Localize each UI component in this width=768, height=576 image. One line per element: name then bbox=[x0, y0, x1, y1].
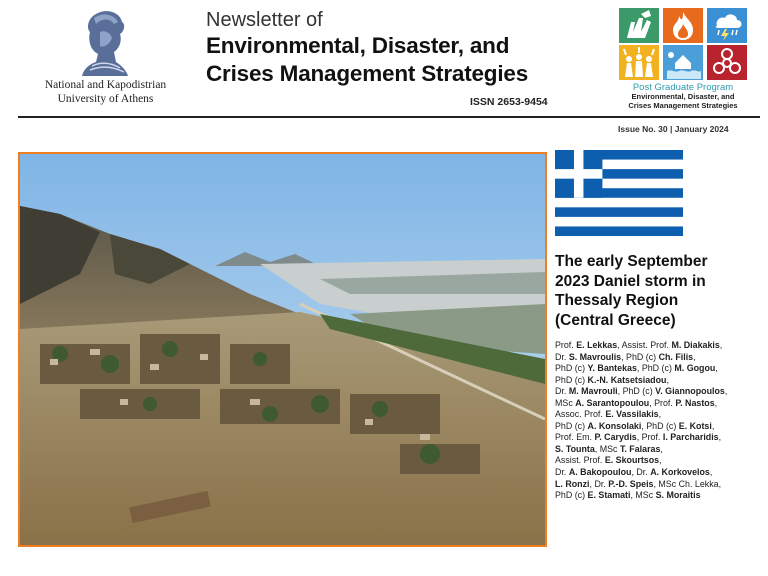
author-name: L. Ronzi bbox=[555, 478, 590, 489]
author-title: Dr. bbox=[555, 386, 569, 397]
author-title: , bbox=[715, 363, 718, 374]
author-title: , Prof. bbox=[636, 432, 663, 443]
author-name: T. Falaras bbox=[619, 443, 661, 454]
newsletter-prefix: Newsletter of bbox=[206, 9, 323, 31]
author-title: , bbox=[693, 351, 696, 362]
author-title: , bbox=[711, 420, 715, 431]
author-title: , PhD (c) bbox=[636, 363, 675, 374]
author-name: S. Mavroulis bbox=[568, 351, 622, 362]
author-title: Prof. Em. bbox=[555, 432, 595, 443]
author-name: A. Konsolaki bbox=[587, 420, 642, 431]
author-name: M. Mavrouli bbox=[568, 386, 618, 397]
author-line bbox=[555, 386, 765, 398]
university-name-line2: University of Athens bbox=[57, 93, 154, 105]
author-name: S. Moraitis bbox=[655, 490, 701, 501]
author-name: E. Kotsi bbox=[678, 420, 712, 431]
newsletter-title-line2: Crises Management Strategies bbox=[206, 61, 529, 86]
author-title: , PhD (c) bbox=[621, 351, 659, 362]
author-line bbox=[555, 455, 765, 467]
greek-flag-icon bbox=[555, 150, 683, 236]
author-line bbox=[555, 340, 765, 352]
program-subtitle-line1: Environmental, Disaster, and bbox=[631, 92, 735, 101]
program-logo bbox=[617, 8, 749, 110]
flood-house-icon bbox=[663, 45, 703, 80]
article-title-line: Thessaly Region bbox=[555, 292, 679, 309]
author-line bbox=[555, 409, 765, 421]
program-subtitle-line2: Crises Management Strategies bbox=[628, 100, 738, 110]
article-title-line: The early September bbox=[555, 253, 708, 270]
biohazard-icon bbox=[707, 45, 747, 80]
author-name: M. Diakakis bbox=[671, 340, 720, 350]
author-title: , MSc Ch. Lekka, bbox=[653, 478, 722, 489]
author-line bbox=[555, 421, 765, 433]
author-line bbox=[555, 352, 765, 364]
author-name: V. Giannopoulos bbox=[655, 386, 725, 397]
author-title: , bbox=[719, 340, 723, 350]
author-name: S. Tounta bbox=[555, 443, 595, 454]
author-title: MSc bbox=[555, 397, 576, 408]
author-title: Prof. bbox=[555, 340, 577, 350]
author-line bbox=[555, 363, 765, 375]
hands-icon bbox=[619, 8, 659, 43]
author-line bbox=[555, 432, 765, 444]
author-name: E. Lekkas bbox=[576, 340, 618, 350]
author-title: , PhD (c) bbox=[617, 386, 656, 397]
newsletter-title bbox=[206, 8, 586, 88]
author-title: , bbox=[709, 467, 713, 478]
author-title: , Assist. Prof. bbox=[617, 340, 672, 350]
author-title: , bbox=[666, 374, 669, 385]
author-name: E. Skourtsos bbox=[604, 455, 660, 466]
author-title: , bbox=[658, 409, 662, 420]
fire-icon bbox=[663, 8, 703, 43]
author-name: Y. Bantekas bbox=[587, 363, 637, 374]
aerial-flood-photo bbox=[18, 152, 547, 547]
author-line bbox=[555, 479, 765, 491]
university-name-line1: National and Kapodistrian bbox=[44, 79, 167, 91]
author-title: Dr. bbox=[555, 467, 569, 478]
issn: ISSN 2653-9454 bbox=[470, 96, 548, 108]
author-name: P.-D. Speis bbox=[608, 478, 654, 489]
author-title: PhD (c) bbox=[555, 420, 588, 431]
header-divider bbox=[18, 116, 760, 118]
author-title: , bbox=[714, 397, 718, 408]
people-icon bbox=[619, 45, 659, 80]
author-name: P. Carydis bbox=[594, 432, 637, 443]
university-name bbox=[18, 78, 193, 106]
author-title: PhD (c) bbox=[555, 363, 588, 374]
program-name: Post Graduate Program bbox=[632, 82, 734, 93]
author-line bbox=[555, 490, 765, 502]
author-title: Assoc. Prof. bbox=[555, 409, 606, 420]
athena-bust-icon bbox=[76, 10, 130, 78]
author-title: , bbox=[718, 432, 722, 443]
program-subtitle bbox=[617, 93, 749, 110]
storm-cloud-icon bbox=[707, 8, 747, 43]
article-title bbox=[555, 252, 755, 330]
author-name: E. Stamati bbox=[587, 490, 631, 501]
issue-info: Issue No. 30 | January 2024 bbox=[618, 124, 729, 134]
article-title-line: (Central Greece) bbox=[555, 311, 676, 329]
author-title: , bbox=[724, 386, 728, 397]
author-line bbox=[555, 375, 765, 387]
author-name: A. Sarantopoulou bbox=[575, 397, 650, 408]
author-title: , PhD (c) bbox=[641, 420, 679, 431]
author-title: , Dr. bbox=[631, 467, 651, 478]
author-title: PhD (c) bbox=[555, 490, 588, 501]
author-name: A. Korkovelos bbox=[650, 467, 710, 478]
author-name: I. Parcharidis bbox=[662, 432, 719, 443]
author-line bbox=[555, 444, 765, 456]
newsletter-title-line1: Environmental, Disaster, and bbox=[206, 33, 510, 58]
author-title: , MSc bbox=[630, 490, 656, 501]
author-title: Dr. bbox=[555, 351, 569, 362]
author-name: P. Nastos bbox=[675, 397, 715, 408]
author-name: M. Gogou bbox=[674, 363, 716, 374]
author-title: , Dr. bbox=[589, 478, 609, 489]
author-title: PhD (c) bbox=[555, 374, 588, 385]
author-title: Assist. Prof. bbox=[555, 455, 605, 466]
author-line bbox=[555, 467, 765, 479]
author-name: K.-N. Katsetsiadou bbox=[587, 374, 667, 385]
author-list bbox=[555, 340, 765, 502]
author-line bbox=[555, 398, 765, 410]
author-name: E. Vassilakis bbox=[605, 409, 659, 420]
author-title: , Prof. bbox=[649, 397, 676, 408]
author-title: , bbox=[659, 455, 662, 466]
author-title: , bbox=[660, 443, 663, 454]
university-logo bbox=[18, 8, 188, 108]
author-name: Ch. Filis bbox=[658, 351, 694, 362]
author-title: , MSc bbox=[594, 443, 620, 454]
author-name: A. Bakopoulou bbox=[568, 467, 632, 478]
article-title-line: 2023 Daniel storm in bbox=[555, 272, 706, 290]
